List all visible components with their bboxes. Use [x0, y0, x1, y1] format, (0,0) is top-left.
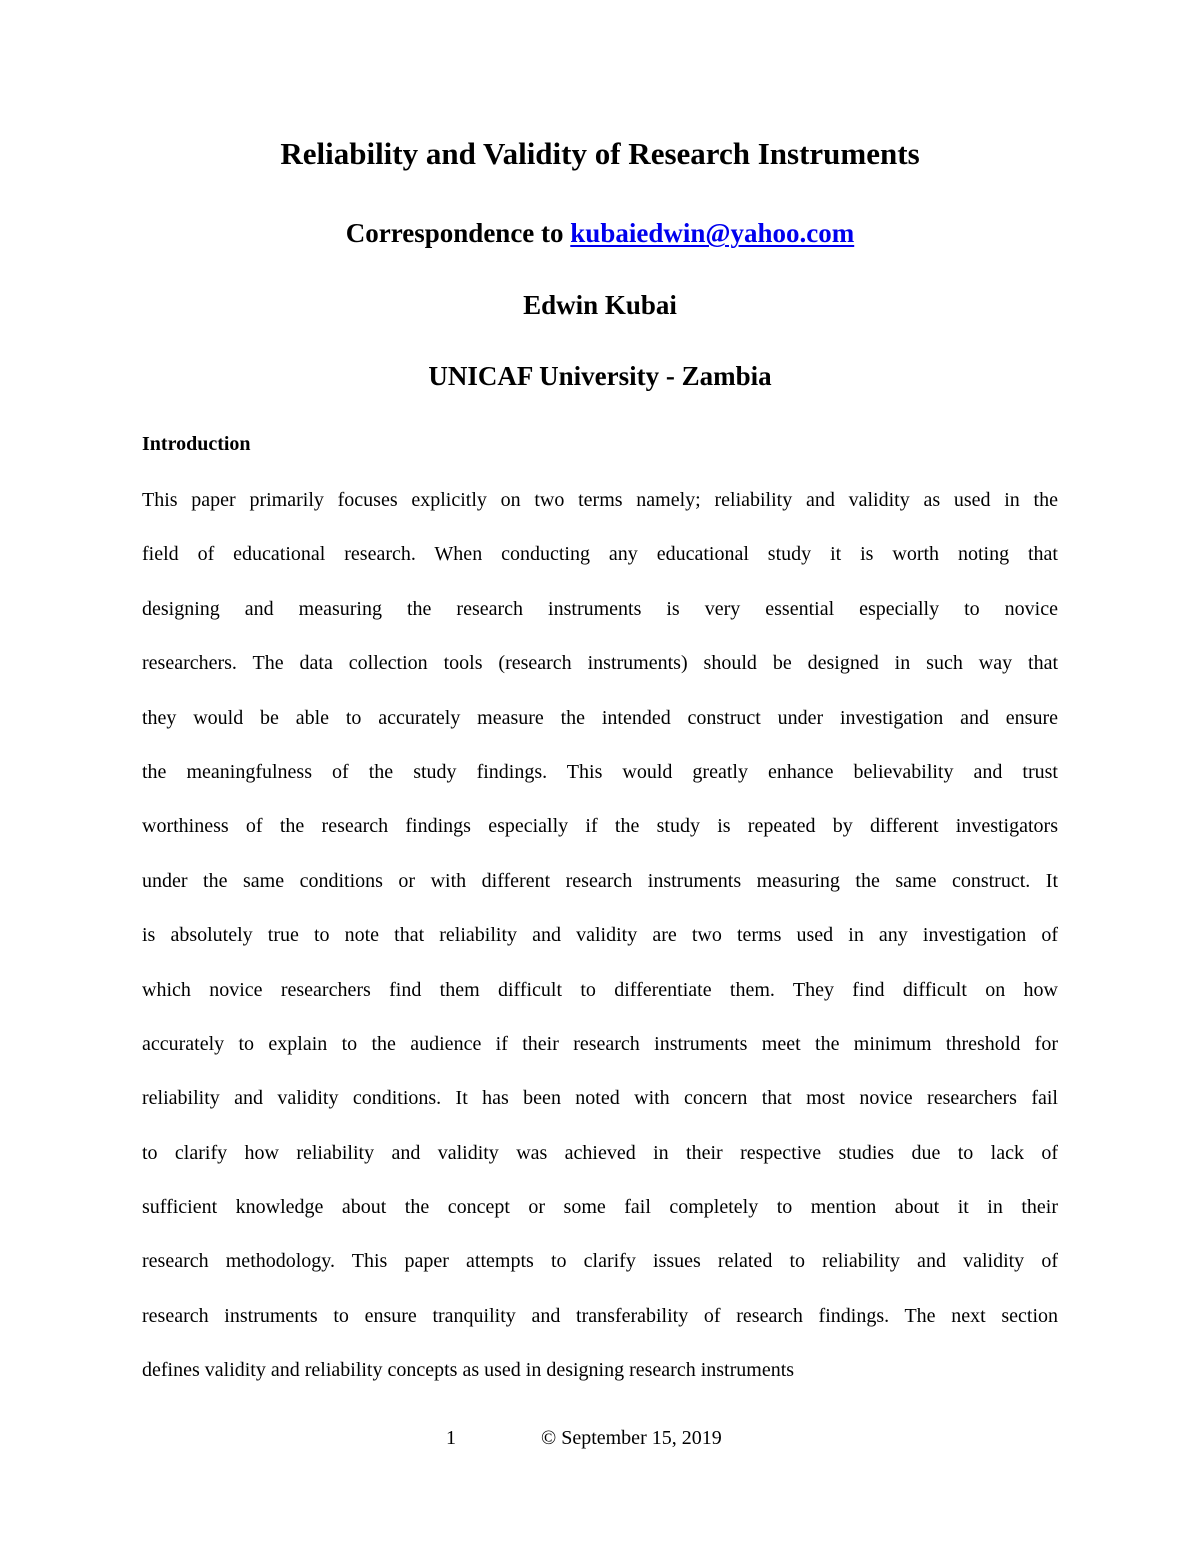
section-heading: Introduction: [142, 433, 251, 455]
introduction-paragraph: [142, 480, 1058, 1405]
paragraph-line: research instruments to ensure tranquility and transferability of research findings. The next section: [142, 1304, 1058, 1327]
correspondence-email-link[interactable]: kubaiedwin@yahoo.com: [570, 218, 855, 248]
paragraph-line: This paper primarily focuses explicitly on two terms namely; reliability and validity as used in the: [142, 489, 1058, 511]
author-name: Edwin Kubai: [523, 290, 677, 320]
paragraph-line: to clarify how reliability and validity was achieved in their respective studies due to lack of: [142, 1141, 1058, 1164]
author-affiliation: UNICAF University - Zambia: [428, 361, 772, 391]
paragraph-line: researchers. The data collection tools (research instruments) should be designed in such way that: [142, 652, 1058, 675]
paragraph-line: they would be able to accurately measure the intended construct under investigation and ensure: [142, 706, 1058, 729]
paragraph-line: under the same conditions or with different research instruments measuring the same construct. It: [142, 869, 1058, 892]
correspondence-label: Correspondence to: [345, 218, 571, 248]
paragraph-line: worthiness of the research findings especially if the study is repeated by different investigators: [142, 815, 1058, 838]
paragraph-line: accurately to explain to the audience if their research instruments meet the minimum threshold for: [142, 1032, 1058, 1055]
paragraph-line: reliability and validity conditions. It has been noted with concern that most novice researchers fail: [142, 1087, 1058, 1110]
paragraph-line: sufficient knowledge about the concept or some fail completely to mention about it in their: [142, 1196, 1058, 1219]
correspondence-line: [0, 218, 1200, 249]
paragraph-line: is absolutely true to note that reliability and validity are two terms used in any investigation of: [142, 924, 1058, 947]
paragraph-line: the meaningfulness of the study findings. This would greatly enhance believability and trust: [142, 760, 1058, 783]
paragraph-line: defines validity and reliability concepts as used in designing research instruments: [142, 1359, 795, 1382]
paragraph-line: research methodology. This paper attempts to clarify issues related to reliability and validity of: [142, 1250, 1058, 1273]
paragraph-line: field of educational research. When conducting any educational study it is worth noting that: [142, 543, 1058, 566]
paragraph-line: designing and measuring the research instruments is very essential especially to novice: [142, 597, 1058, 620]
page-number: 1: [446, 1427, 456, 1449]
document-title: Reliability and Validity of Research Instruments: [280, 136, 920, 171]
copyright-date: © September 15, 2019: [541, 1427, 722, 1449]
paragraph-line: which novice researchers find them difficult to differentiate them. They find difficult on how: [142, 978, 1058, 1001]
